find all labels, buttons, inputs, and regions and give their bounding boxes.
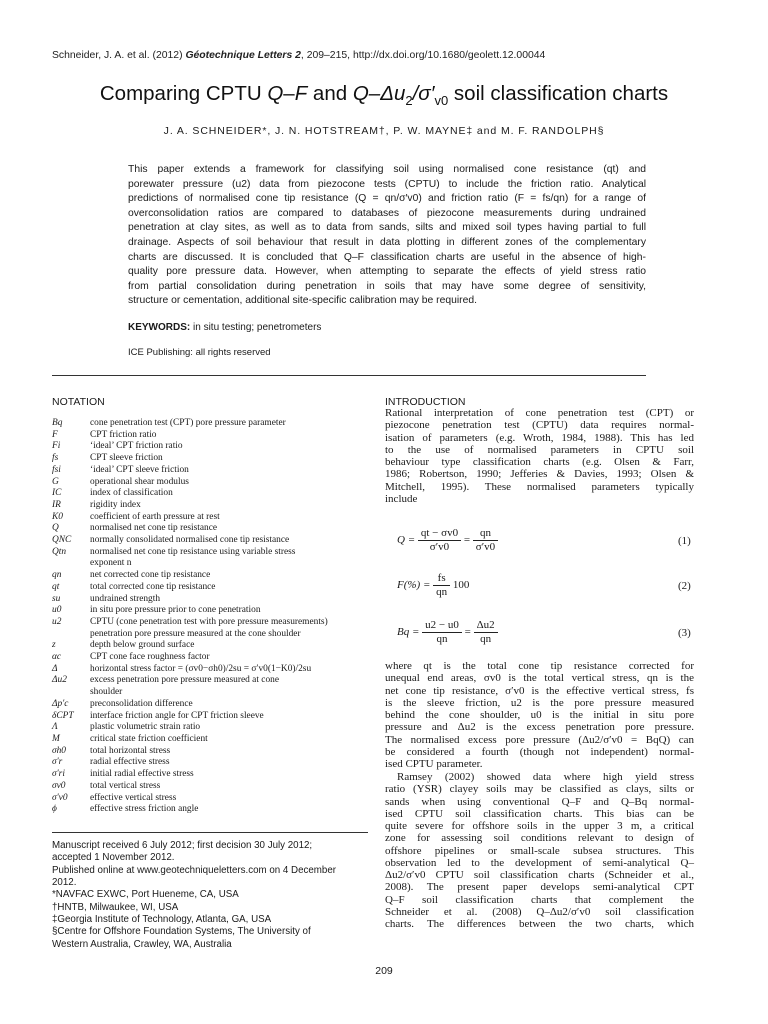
eq2-lhs: F(%) = xyxy=(397,579,431,592)
notation-row xyxy=(52,430,368,442)
notation-definition: critical state friction coefficient xyxy=(90,733,208,744)
notation-definition: preconsolidation difference xyxy=(90,698,193,709)
notation-definition: initial radial effective stress xyxy=(90,769,194,780)
body-line: include xyxy=(385,492,418,505)
abstract-line: quality pore pressure data. However, when attempting to separate the effects of yield stress ratio xyxy=(128,266,646,278)
eq3-equals: = xyxy=(464,626,471,639)
manuscript-line: Western Australia, Crawley, WA, Australia xyxy=(52,938,232,950)
notation-row xyxy=(52,441,368,453)
notation-row xyxy=(52,640,368,652)
notation-definition: radial effective stress xyxy=(90,757,170,768)
notation-definition: CPTU (cone penetration test with pore pressure measurements) xyxy=(90,616,328,627)
body-line: isation of parameters (e.g. Wroth, 1984, 1988). This has led xyxy=(385,431,694,444)
abstract-line: drainage. Aspects of soil behaviour that result in data plotting in different zones of the complementary xyxy=(128,236,646,248)
notation-row xyxy=(52,558,368,570)
eq1-lhs: Q = xyxy=(397,534,416,547)
notation-row xyxy=(52,734,368,746)
body-line: ised CPTU parameter. xyxy=(385,758,483,770)
notation-row xyxy=(52,605,368,617)
body-line: charts. The differences between the two charts, which xyxy=(385,918,694,930)
body-line: ratio (YSR) clayey soils may be classified as clays, silts or xyxy=(385,783,694,796)
eq3-lhs: Bq = xyxy=(397,626,420,639)
notation-symbol: σ′ri xyxy=(52,769,65,780)
notation-symbol: ϕ xyxy=(52,804,57,815)
manuscript-line: Manuscript received 6 July 2012; first decision 30 July 2012; xyxy=(52,840,313,851)
title-q: Q xyxy=(267,82,284,105)
abstract-line: This paper extends a framework for classifying soil using normalised cone resistance (qt) and xyxy=(128,164,646,175)
eq1-den1: σ′v0 xyxy=(429,541,450,553)
notation-row xyxy=(52,512,368,524)
body-line: sands when using conventional Q–F and Q–Bq normal- xyxy=(385,795,694,808)
notation-definition: undrained strength xyxy=(90,593,161,604)
notation-definition: effective stress friction angle xyxy=(90,804,199,815)
notation-heading: NOTATION xyxy=(52,396,105,408)
notation-symbol: u0 xyxy=(52,605,62,616)
notation-row xyxy=(52,699,368,711)
title-prefix: Comparing CPTU xyxy=(99,82,268,105)
notation-definition: total horizontal stress xyxy=(90,745,171,756)
manuscript-line: Published online at www.geotechniqueletters.com on 4 December xyxy=(52,864,336,876)
notation-row xyxy=(52,746,368,758)
running-header xyxy=(52,50,545,61)
notation-definition: total corrected cone tip resistance xyxy=(90,581,216,592)
notation-row xyxy=(52,570,368,582)
abstract-line: penetration at clay sites, as well as to data from sands, silts and mixed soil types having partial to full xyxy=(128,222,646,234)
eq3-den2: qn xyxy=(480,633,492,645)
notation-definition: depth below ground surface xyxy=(90,640,195,651)
notation-definition: total vertical stress xyxy=(90,780,161,791)
body-line: zone for assessing soil conditions relevant to design of xyxy=(385,832,694,845)
notation-definition: ‘ideal’ CPT sleeve friction xyxy=(90,464,189,475)
body-line: 1986; Robertson, 1990; Jefferies & Davies, 1993; Olsen & xyxy=(385,468,694,481)
eq1-equals: = xyxy=(463,534,471,547)
notation-definition: penetration pore pressure measured at the cone shoulder xyxy=(90,628,301,639)
abstract-divider xyxy=(52,375,646,376)
intro-paragraph-3 xyxy=(385,771,694,930)
notation-definition: horizontal stress factor = (σv0−σh0)/2su = σ′v0(1−K0)/2su xyxy=(90,663,312,674)
eq3-fraction-2 xyxy=(474,619,498,646)
keywords-label: KEYWORDS: xyxy=(128,322,191,333)
notation-definition: ‘ideal’ CPT friction ratio xyxy=(90,441,183,452)
manuscript-line: †HNTB, Milwaukee, WI, USA xyxy=(52,901,179,913)
notation-symbol: qt xyxy=(52,581,60,592)
notation-definition: normally consolidated normalised cone tip resistance xyxy=(90,535,290,546)
body-line: net cone tip resistance, σ′v0 is the effective vertical stress, fs xyxy=(385,684,694,697)
notation-symbol: IC xyxy=(52,488,62,499)
body-line: behaviour type classification charts (e.g. Olsen & Farr, xyxy=(385,456,694,468)
notation-definition: CPT sleeve friction xyxy=(90,453,163,464)
body-line: Δu2/σ′v0 CPTU soil classification charts (Schneider et al., xyxy=(385,869,694,881)
notation-symbol: αc xyxy=(52,652,62,663)
notation-symbol: F xyxy=(52,429,58,440)
eq1-fraction-2 xyxy=(473,527,498,554)
notation-definition: exponent n xyxy=(90,558,132,569)
title-sub-2: 2 xyxy=(405,93,413,109)
notation-row xyxy=(52,711,368,723)
notation-row xyxy=(52,793,368,805)
body-line: to the use of normalised parameters in CPTU soil xyxy=(385,443,694,456)
notation-row xyxy=(52,488,368,500)
abstract-line: from partial consolidation during penetration in soils that may have some degree of sensitivity, xyxy=(128,280,646,292)
body-line: Rational interpretation of cone penetration test (CPT) or xyxy=(385,407,694,419)
header-doi-link[interactable]: http://dx.doi.org/10.1680/geolett.12.00044 xyxy=(352,50,546,61)
notation-definition: normalised net cone tip resistance xyxy=(90,523,218,534)
header-journal: Géotechnique Letters 2 xyxy=(185,50,301,61)
body-line: Mitchell, 1995). These normalised parameters typically xyxy=(385,480,694,493)
body-line: offshore pipelines or small-scale subsea structures. This xyxy=(385,844,694,857)
body-line: quite severe for offshore soils in the upper 3 m, a critical xyxy=(385,820,694,832)
notation-row xyxy=(52,675,368,687)
notation-symbol: K0 xyxy=(52,511,63,522)
keywords-text: in situ testing; penetrometers xyxy=(193,322,322,333)
notation-row xyxy=(52,500,368,512)
notation-definition: net corrected cone tip resistance xyxy=(90,570,211,581)
copyright-notice: ICE Publishing: all rights reserved xyxy=(128,347,271,358)
notation-row xyxy=(52,617,368,629)
notation-row xyxy=(52,722,368,734)
notation-symbol: δCPT xyxy=(52,710,74,721)
notation-row xyxy=(52,664,368,676)
eq1-den2: σ′v0 xyxy=(475,541,496,553)
introduction-heading: INTRODUCTION xyxy=(385,396,466,408)
notation-definition: CPT cone face roughness factor xyxy=(90,652,210,663)
notation-symbol: fs xyxy=(52,453,59,464)
notation-symbol: Qtn xyxy=(52,546,67,557)
header-authors: Schneider, J. A. et al. (2012) xyxy=(52,50,183,61)
equation-1-number: (1) xyxy=(678,535,691,547)
notation-row xyxy=(52,781,368,793)
body-line: is the sleeve friction, u2 is the pore pressure measured xyxy=(385,696,694,709)
abstract-line: charts are discussed. It is concluded that Q–F classification charts are useful in the absence of high- xyxy=(128,251,646,263)
notation-symbol: Δu2 xyxy=(52,675,67,686)
notation-symbol: Q xyxy=(52,523,59,534)
header-pages: , 209–215, xyxy=(300,50,351,61)
notation-definition: in situ pore pressure prior to cone penetration xyxy=(90,605,261,616)
manuscript-line: accepted 1 November 2012. xyxy=(52,852,175,864)
equation-2-number: (2) xyxy=(678,580,691,592)
body-line: pressure and Δu2 is the excess penetration pore pressure. xyxy=(385,721,694,734)
notation-symbol: su xyxy=(52,593,61,604)
notation-definition: CPT friction ratio xyxy=(90,429,157,440)
notation-definition: operational shear modulus xyxy=(90,476,189,487)
notation-row xyxy=(52,477,368,489)
notation-definition: cone penetration test (CPT) pore pressure parameter xyxy=(90,418,286,428)
author-list: J. A. SCHNEIDER*, J. N. HOTSTREAM†, P. W. MAYNE‡ and M. F. RANDOLPH§ xyxy=(163,125,605,137)
manuscript-line: *NAVFAC EXWC, Port Hueneme, CA, USA xyxy=(52,889,239,901)
body-line: unequal end areas, σv0 is the total vertical stress, qn is the xyxy=(385,672,694,685)
notation-definition: coefficient of earth pressure at rest xyxy=(90,511,220,522)
body-line: behind the cone shoulder, u0 is the initial in situ pore xyxy=(385,709,694,721)
notation-row xyxy=(52,769,368,781)
notation-symbol xyxy=(52,687,90,699)
abstract xyxy=(128,163,646,309)
notation-symbol xyxy=(52,558,90,570)
body-line: Q–F soil classification charts that complement the xyxy=(385,893,694,906)
notation-symbol: σh0 xyxy=(52,745,66,756)
notation-symbol: σv0 xyxy=(52,780,66,791)
notation-row xyxy=(52,594,368,606)
manuscript-line: ‡Georgia Institute of Technology, Atlanta, GA, USA xyxy=(52,914,272,926)
title-dash: – xyxy=(283,82,295,105)
body-line: ised CPTU soil classification charts. This bias can be xyxy=(385,807,694,820)
manuscript-info xyxy=(52,840,368,951)
title-suffix: soil classification charts xyxy=(448,82,669,105)
paper-title xyxy=(0,82,768,108)
title-f: F xyxy=(294,82,308,105)
equation-2 xyxy=(397,572,469,599)
eq1-fraction-1 xyxy=(418,527,461,554)
notation-definition: normalised net cone tip resistance using variable stress xyxy=(90,546,296,557)
notation-row xyxy=(52,629,368,641)
abstract-line: structure or cementation, additional site-specific calibration may be required. xyxy=(128,295,477,307)
notation-symbol: M xyxy=(52,733,60,744)
notation-symbol: QNC xyxy=(52,535,72,546)
eq3-fraction-1 xyxy=(422,619,462,646)
notation-symbol xyxy=(52,629,90,641)
notation-symbol: IR xyxy=(52,499,61,510)
manuscript-line: §Centre for Offshore Foundation Systems, The University of xyxy=(52,926,311,938)
body-line: 2008). The present paper develops semi-analytical CPT xyxy=(385,881,694,894)
notation-symbol: Bq xyxy=(52,418,63,428)
equation-1 xyxy=(397,527,498,554)
notation-symbol: Fi xyxy=(52,441,61,452)
intro-paragraph-2 xyxy=(385,660,694,770)
eq2-fraction xyxy=(433,572,450,599)
eq2-rhs: 100 xyxy=(452,579,470,592)
notation-symbol: Δp′c xyxy=(52,698,69,709)
notation-row xyxy=(52,582,368,594)
notation-row xyxy=(52,453,368,465)
notation-symbol: u2 xyxy=(52,616,62,627)
abstract-line: predictions of normalised cone tip resistance (Q = qn/σ′v0) and friction ratio (F = fs/qn) for a range of xyxy=(128,193,646,205)
body-line: Ramsey (2002) showed data where high yield stress xyxy=(397,771,694,783)
notation-row xyxy=(52,535,368,547)
notation-row xyxy=(52,523,368,535)
notation-row xyxy=(52,757,368,769)
notation-definition: effective vertical stress xyxy=(90,792,177,803)
body-line: be considered a fourth (though not independent) normal- xyxy=(385,745,694,758)
notation-row xyxy=(52,547,368,559)
notation-definition: rigidity index xyxy=(90,499,141,510)
title-sub-v0: v0 xyxy=(434,93,449,109)
eq1-num1: qt − σv0 xyxy=(418,527,461,541)
notation-row xyxy=(52,804,368,816)
title-q2: Q xyxy=(352,82,369,105)
title-sigma: /σ′ xyxy=(412,82,435,105)
title-and: and xyxy=(307,82,353,105)
notation-definition: index of classification xyxy=(90,488,173,499)
notation-definition: excess penetration pore pressure measured at cone xyxy=(90,675,279,686)
equation-3-number: (3) xyxy=(678,627,691,639)
notation-symbol: qn xyxy=(52,570,62,581)
notation-symbol: G xyxy=(52,476,59,487)
equation-3 xyxy=(397,619,498,646)
body-line: Schneider et al. (2008) Q–Δu2/σ′v0 soil classification xyxy=(385,905,694,918)
page-number: 209 xyxy=(375,965,393,977)
notation-symbol: Λ xyxy=(52,722,58,733)
abstract-line: overconsolidation ratios are compared to databases of piezocone measurements during undrained xyxy=(128,207,646,219)
eq3-num1: u2 − u0 xyxy=(422,619,462,633)
intro-paragraph-1 xyxy=(385,407,694,505)
keywords xyxy=(128,322,321,333)
abstract-line: porewater pressure (u2) data from piezocone tests (CPTU) to include the friction ratio. Analytical xyxy=(128,178,646,190)
eq2-num: fs xyxy=(433,572,450,586)
title-delta-u: –Δu xyxy=(368,82,406,105)
notation-row xyxy=(52,465,368,477)
notation-row xyxy=(52,652,368,664)
notation-symbol: Δ xyxy=(52,663,58,674)
notation-row xyxy=(52,687,368,699)
body-line: where qt is the total cone tip resistance corrected for xyxy=(385,660,694,672)
footnote-divider xyxy=(52,832,368,833)
eq2-den: qn xyxy=(436,586,448,598)
notation-definition: plastic volumetric strain ratio xyxy=(90,722,201,733)
notation-symbol: σ′r xyxy=(52,757,63,768)
notation-list xyxy=(52,418,368,816)
manuscript-line: 2012. xyxy=(52,877,77,889)
body-line: observation led to the development of semi-analytical Q– xyxy=(385,856,694,869)
notation-row xyxy=(52,418,368,430)
notation-symbol: σ′v0 xyxy=(52,792,68,803)
eq1-num2: qn xyxy=(473,527,498,541)
notation-symbol: z xyxy=(52,640,56,651)
eq3-den1: qn xyxy=(436,633,448,645)
body-line: piezocone penetration test (CPTU) data requires normal- xyxy=(385,419,694,432)
body-line: The normalised excess pore pressure (Δu2/σ′v0 = BqQ) can xyxy=(385,733,694,746)
notation-symbol: fsi xyxy=(52,464,61,475)
notation-definition: interface friction angle for CPT friction sleeve xyxy=(90,710,264,721)
notation-definition: shoulder xyxy=(90,687,123,698)
eq3-num2: Δu2 xyxy=(474,619,498,633)
